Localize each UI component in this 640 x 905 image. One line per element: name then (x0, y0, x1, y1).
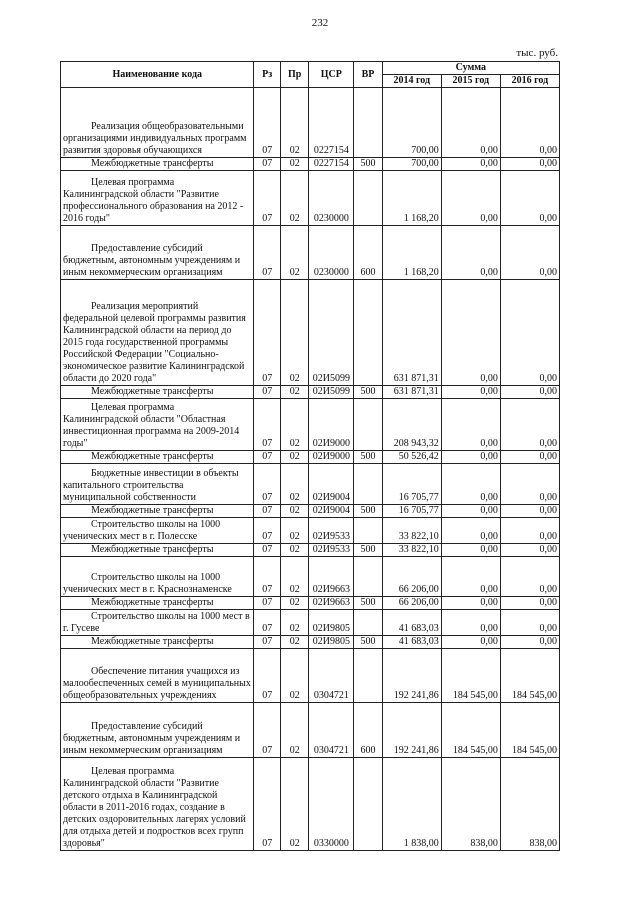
row-2014: 1 168,20 (382, 171, 441, 226)
row-2014: 192 241,86 (382, 649, 441, 703)
row-2015: 0,00 (441, 505, 500, 518)
row-2015: 0,00 (441, 451, 500, 464)
row-2016: 0,00 (500, 158, 559, 171)
table-row (61, 386, 560, 399)
row-pr: 02 (280, 636, 309, 649)
row-2014: 66 206,00 (382, 557, 441, 597)
row-2014: 208 943,32 (382, 399, 441, 451)
page-number: 232 (311, 17, 329, 29)
row-csr: 0304721 (309, 649, 354, 703)
row-2015: 0,00 (441, 171, 500, 226)
row-vr (354, 171, 383, 226)
row-name: Целевая программа Калининградской области "Развитие профессионального образования на 2012 - 2016 годы" (61, 171, 254, 226)
row-rz: 07 (254, 226, 280, 280)
row-name: Межбюджетные трансферты (61, 158, 254, 171)
row-csr: 02И9663 (309, 557, 354, 597)
row-pr: 02 (280, 226, 309, 280)
row-2014: 41 683,03 (382, 636, 441, 649)
row-csr: 02И9805 (309, 636, 354, 649)
row-vr: 500 (354, 451, 383, 464)
row-name: Бюджетные инвестиции в объекты капитального строительства муниципальной собственности (61, 464, 254, 505)
row-2014: 700,00 (382, 88, 441, 158)
row-name: Реализация общеобразовательными организациями индивидуальных программ развития здоровья обучающихся (61, 88, 254, 158)
table-row (61, 703, 560, 758)
row-2015: 0,00 (441, 226, 500, 280)
row-pr: 02 (280, 386, 309, 399)
row-name: Предоставление субсидий бюджетным, автономным учреждениям и иным некоммерческим организациям (61, 226, 254, 280)
row-vr (354, 758, 383, 851)
row-pr: 02 (280, 451, 309, 464)
header-name: Наименование кода (61, 62, 254, 88)
row-2016: 0,00 (500, 88, 559, 158)
row-2015: 0,00 (441, 158, 500, 171)
row-2014: 66 206,00 (382, 597, 441, 610)
row-vr (354, 610, 383, 636)
row-pr: 02 (280, 171, 309, 226)
row-csr: 0227154 (309, 158, 354, 171)
row-rz: 07 (254, 544, 280, 557)
row-vr: 500 (354, 636, 383, 649)
table-row (61, 451, 560, 464)
table-row (61, 171, 560, 226)
row-name: Межбюджетные трансферты (61, 597, 254, 610)
row-csr: 0230000 (309, 226, 354, 280)
row-csr: 02И9000 (309, 451, 354, 464)
budget-table (60, 61, 560, 851)
row-rz: 07 (254, 505, 280, 518)
row-rz: 07 (254, 386, 280, 399)
row-vr: 500 (354, 505, 383, 518)
row-2015: 838,00 (441, 758, 500, 851)
row-2014: 16 705,77 (382, 505, 441, 518)
table-row (61, 758, 560, 851)
row-2014: 41 683,03 (382, 610, 441, 636)
row-rz: 07 (254, 636, 280, 649)
table-row (61, 88, 560, 158)
row-pr: 02 (280, 518, 309, 544)
row-2015: 0,00 (441, 88, 500, 158)
row-rz: 07 (254, 610, 280, 636)
row-csr: 02И5099 (309, 280, 354, 386)
row-2015: 0,00 (441, 518, 500, 544)
table-row (61, 226, 560, 280)
row-pr: 02 (280, 610, 309, 636)
row-2016: 0,00 (500, 386, 559, 399)
row-vr: 500 (354, 544, 383, 557)
row-csr: 02И9000 (309, 399, 354, 451)
row-csr: 02И5099 (309, 386, 354, 399)
row-csr: 02И9533 (309, 544, 354, 557)
table-row (61, 280, 560, 386)
row-rz: 07 (254, 649, 280, 703)
row-name: Межбюджетные трансферты (61, 544, 254, 557)
row-pr: 02 (280, 758, 309, 851)
row-2016: 0,00 (500, 226, 559, 280)
row-vr (354, 280, 383, 386)
row-vr (354, 88, 383, 158)
row-vr: 600 (354, 226, 383, 280)
table-row (61, 158, 560, 171)
row-2016: 184 545,00 (500, 703, 559, 758)
row-rz: 07 (254, 280, 280, 386)
row-vr: 500 (354, 597, 383, 610)
row-2016: 0,00 (500, 518, 559, 544)
row-2015: 0,00 (441, 557, 500, 597)
row-pr: 02 (280, 597, 309, 610)
row-2016: 0,00 (500, 399, 559, 451)
row-2016: 0,00 (500, 505, 559, 518)
header-rz: Рз (254, 62, 280, 88)
row-vr (354, 557, 383, 597)
row-2016: 0,00 (500, 597, 559, 610)
row-2015: 184 545,00 (441, 649, 500, 703)
row-2015: 0,00 (441, 597, 500, 610)
row-pr: 02 (280, 544, 309, 557)
row-csr: 0330000 (309, 758, 354, 851)
row-rz: 07 (254, 88, 280, 158)
table-row (61, 557, 560, 597)
row-2016: 0,00 (500, 557, 559, 597)
row-pr: 02 (280, 158, 309, 171)
row-2015: 0,00 (441, 386, 500, 399)
row-2016: 184 545,00 (500, 649, 559, 703)
row-name: Межбюджетные трансферты (61, 636, 254, 649)
table-row (61, 399, 560, 451)
row-pr: 02 (280, 649, 309, 703)
row-name: Целевая программа Калининградской области "Развитие детского отдыха в Калининградской области в 2011-2016 годах, создание в детских оздоровительных лагерях условий для отдыха детей и подростков всех групп здоровья" (61, 758, 254, 851)
row-vr (354, 399, 383, 451)
row-csr: 02И9533 (309, 518, 354, 544)
header-2014: 2014 год (382, 75, 441, 88)
row-rz: 07 (254, 399, 280, 451)
table-header-row (61, 62, 560, 75)
row-pr: 02 (280, 464, 309, 505)
row-csr: 02И9004 (309, 505, 354, 518)
row-2016: 0,00 (500, 451, 559, 464)
row-2014: 33 822,10 (382, 518, 441, 544)
table-row (61, 597, 560, 610)
row-vr (354, 464, 383, 505)
row-rz: 07 (254, 451, 280, 464)
row-vr (354, 649, 383, 703)
row-name: Строительство школы на 1000 ученических мест в г. Краснознаменске (61, 557, 254, 597)
row-csr: 0304721 (309, 703, 354, 758)
table-row (61, 610, 560, 636)
row-pr: 02 (280, 703, 309, 758)
row-2014: 631 871,31 (382, 386, 441, 399)
row-name: Межбюджетные трансферты (61, 386, 254, 399)
row-rz: 07 (254, 758, 280, 851)
row-2016: 838,00 (500, 758, 559, 851)
row-2015: 0,00 (441, 636, 500, 649)
row-rz: 07 (254, 158, 280, 171)
row-csr: 02И9663 (309, 597, 354, 610)
row-name: Целевая программа Калининградской области "Областная инвестиционная программа на 2009-2014 годы" (61, 399, 254, 451)
row-2014: 1 168,20 (382, 226, 441, 280)
row-2016: 0,00 (500, 464, 559, 505)
row-name: Межбюджетные трансферты (61, 451, 254, 464)
row-pr: 02 (280, 280, 309, 386)
row-2014: 1 838,00 (382, 758, 441, 851)
units-label: тыс. руб. (516, 47, 558, 59)
header-pr: Пр (280, 62, 309, 88)
table-row (61, 649, 560, 703)
row-name: Строительство школы на 1000 ученических мест в г. Полесске (61, 518, 254, 544)
row-2014: 192 241,86 (382, 703, 441, 758)
header-csr: ЦСР (309, 62, 354, 88)
row-2014: 700,00 (382, 158, 441, 171)
row-rz: 07 (254, 171, 280, 226)
header-vr: ВР (354, 62, 383, 88)
row-2015: 184 545,00 (441, 703, 500, 758)
row-2015: 0,00 (441, 544, 500, 557)
row-2014: 16 705,77 (382, 464, 441, 505)
row-2016: 0,00 (500, 280, 559, 386)
table-row (61, 464, 560, 505)
table-row (61, 505, 560, 518)
row-csr: 0230000 (309, 171, 354, 226)
header-2016: 2016 год (500, 75, 559, 88)
row-rz: 07 (254, 557, 280, 597)
row-rz: 07 (254, 703, 280, 758)
row-rz: 07 (254, 597, 280, 610)
table-row (61, 544, 560, 557)
table-row (61, 518, 560, 544)
row-2016: 0,00 (500, 544, 559, 557)
row-pr: 02 (280, 88, 309, 158)
row-2015: 0,00 (441, 280, 500, 386)
header-2015: 2015 год (441, 75, 500, 88)
row-2015: 0,00 (441, 399, 500, 451)
row-rz: 07 (254, 518, 280, 544)
row-2015: 0,00 (441, 464, 500, 505)
row-2016: 0,00 (500, 610, 559, 636)
row-csr: 0227154 (309, 88, 354, 158)
row-vr: 500 (354, 386, 383, 399)
row-vr: 500 (354, 158, 383, 171)
row-2014: 631 871,31 (382, 280, 441, 386)
table-row (61, 636, 560, 649)
row-2014: 50 526,42 (382, 451, 441, 464)
row-2016: 0,00 (500, 171, 559, 226)
row-vr (354, 518, 383, 544)
row-name: Обеспечение питания учащихся из малообеспеченных семей в муниципальных общеобразовательных учреждениях (61, 649, 254, 703)
row-name: Строительство школы на 1000 мест в г. Гусеве (61, 610, 254, 636)
row-vr: 600 (354, 703, 383, 758)
row-name: Предоставление субсидий бюджетным, автономным учреждениям и иным некоммерческим организациям (61, 703, 254, 758)
row-2016: 0,00 (500, 636, 559, 649)
row-pr: 02 (280, 557, 309, 597)
header-sum: Сумма (382, 62, 559, 75)
row-rz: 07 (254, 464, 280, 505)
row-2015: 0,00 (441, 610, 500, 636)
row-name: Межбюджетные трансферты (61, 505, 254, 518)
row-name: Реализация мероприятий федеральной целевой программы развития Калининградской области на период до 2015 года государственной программы Российской Федерации "Социально-экономическое развитие Калининградской области до 2020 года" (61, 280, 254, 386)
row-2014: 33 822,10 (382, 544, 441, 557)
row-pr: 02 (280, 399, 309, 451)
row-csr: 02И9004 (309, 464, 354, 505)
row-csr: 02И9805 (309, 610, 354, 636)
row-pr: 02 (280, 505, 309, 518)
table-body (61, 88, 560, 851)
